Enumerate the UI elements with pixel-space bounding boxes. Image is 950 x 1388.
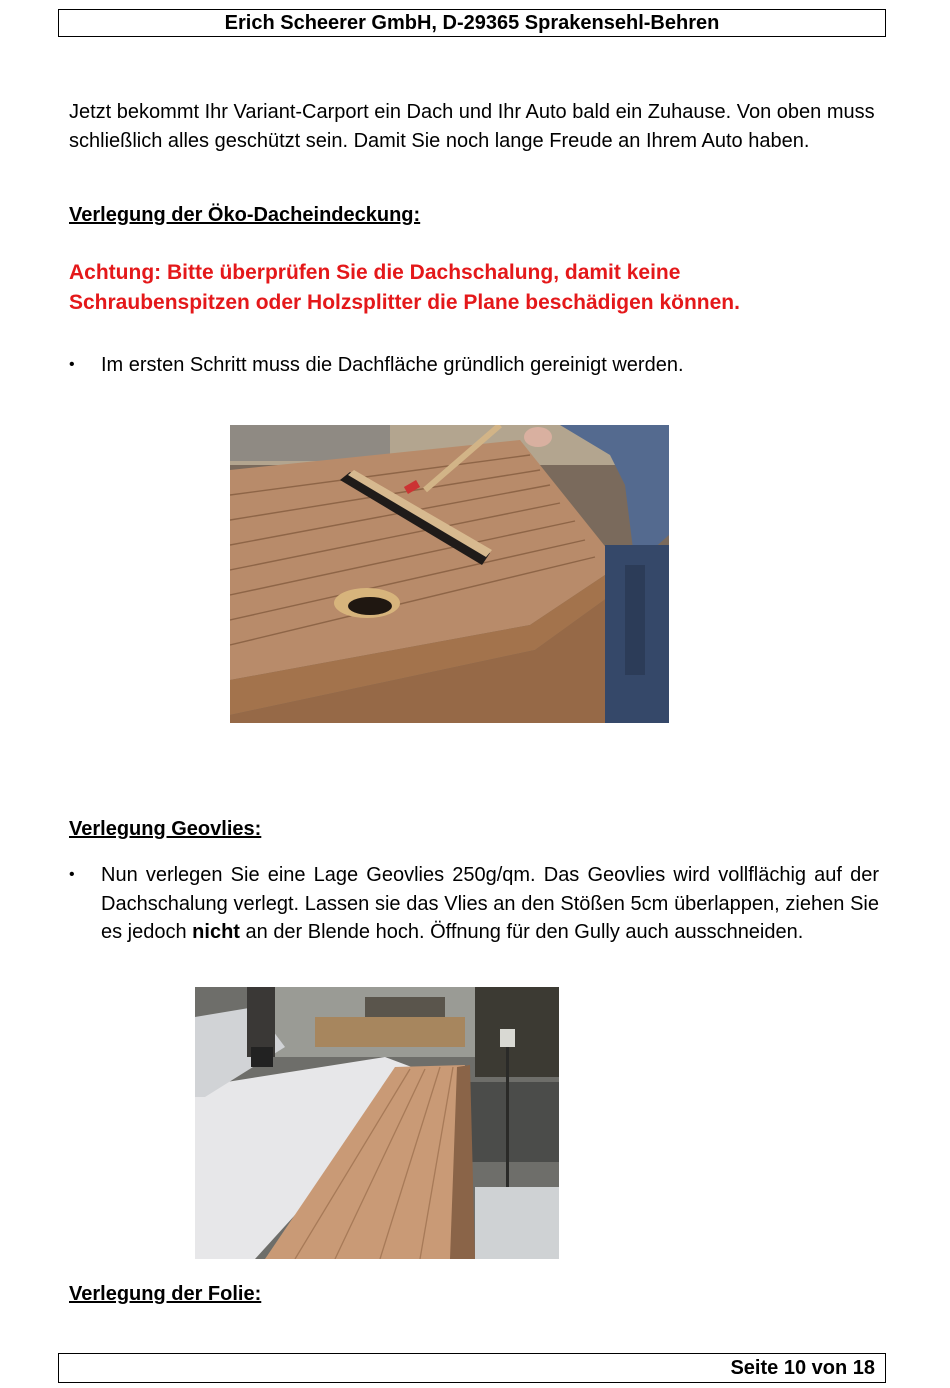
photo-roof-sweeping	[230, 425, 669, 723]
intro-paragraph: Jetzt bekommt Ihr Variant-Carport ein Dach und Ihr Auto bald ein Zuhause. Von oben muss schließlich alles geschützt sein. Damit Sie noch lange Freude an Ihrem Auto haben.	[69, 101, 875, 152]
bullet-icon: •	[69, 356, 75, 373]
warning-line-2: Schraubenspitzen oder Holzsplitter die Plane beschädigen können.	[69, 291, 740, 314]
section-heading-dacheindeckung: Verlegung der Öko-Dacheindeckung:	[69, 204, 421, 226]
list-item-text-bold: nicht	[192, 921, 240, 943]
section-heading-geovlies: Verlegung Geovlies:	[69, 818, 262, 840]
bullet-icon: •	[69, 866, 75, 883]
page-footer: Seite 10 von 18	[58, 1353, 886, 1383]
section-heading-folie: Verlegung der Folie:	[69, 1283, 262, 1305]
list-item-text: Im ersten Schritt muss die Dachfläche gründlich gereinigt werden.	[101, 354, 684, 376]
warning-line-1: Achtung: Bitte überprüfen Sie die Dachschalung, damit keine	[69, 261, 681, 284]
list-item-text	[101, 861, 879, 947]
warning-text	[69, 258, 879, 318]
list-item-text-part1: Nun verlegen Sie eine Lage Geovlies 250g/qm. Das Geovlies wird vollflächig auf der Dachschalung verlegt. Lassen sie das Vlies an den Stößen 5cm überlappen, ziehen Sie es jedoch	[101, 864, 879, 943]
list-item-text-part2: an der Blende hoch. Öffnung für den Gully auch ausschneiden.	[239, 921, 804, 943]
list-item-geovlies	[69, 861, 879, 977]
photo-geovlies-laying	[195, 987, 559, 1259]
page-header: Erich Scheerer GmbH, D-29365 Sprakensehl-Behren	[58, 9, 886, 37]
